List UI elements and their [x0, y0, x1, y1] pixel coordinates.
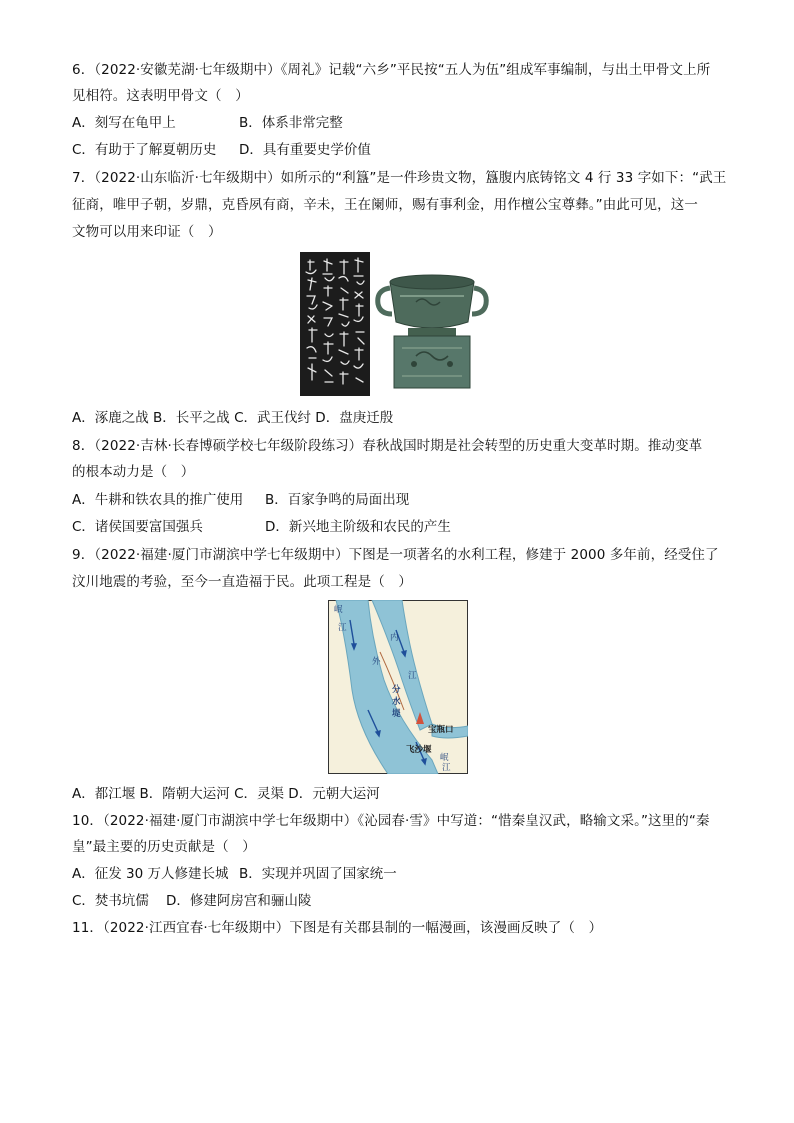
map-label-di: 堤 — [392, 709, 401, 719]
map-label-jiang-inner: 江 — [408, 671, 417, 681]
q8-stem-line2: 的根本动力是（ ） — [72, 464, 195, 480]
q7-stem-line3: 文物可以用来印证（ ） — [72, 224, 222, 240]
q6-option-a: A．刻写在龟甲上 — [72, 115, 176, 131]
q11-stem-line1: 11．（2022·江西宜春·七年级期中）下图是有关郡县制的一幅漫画，该漫画反映了（ ） — [72, 920, 603, 936]
q7-stem-line1: 7．（2022·山东临沂·七年级期中）如所示的“利簋”是一件珍贵文物，簋腹内底铸铭文 4 行 33 字如下：“武王 — [72, 170, 727, 186]
li-gui-inscription-rubbing — [300, 252, 370, 396]
q10-stem-line1: 10．（2022·福建·厦门市湖滨中学七年级期中）《沁园春·雪》中写道：“惜秦皇汉武，略输文采。”这里的“秦 — [72, 813, 710, 829]
q8-option-d: D．新兴地主阶级和农民的产生 — [265, 519, 451, 535]
q6-option-d: D．具有重要史学价值 — [239, 142, 371, 158]
map-label-baopingkou: 宝瓶口 — [428, 725, 454, 735]
q10-option-b: B．实现并巩固了国家统一 — [239, 866, 397, 882]
q10-option-a: A．征发 30 万人修建长城 — [72, 866, 229, 882]
q9-options: A．都江堰 B．隋朝大运河 C．灵渠 D．元朝大运河 — [72, 786, 380, 802]
li-gui-bronze-vessel-image — [372, 252, 492, 396]
map-label-shui: 水 — [392, 697, 401, 707]
map-label-fen: 分 — [392, 685, 401, 695]
q10-stem-line2: 皇”最主要的历史贡献是（ ） — [72, 839, 256, 855]
q10-option-d: D．修建阿房宫和骊山陵 — [166, 893, 312, 909]
q8-stem-line1: 8．（2022·吉林·长春博硕学校七年级阶段练习）春秋战国时期是社会转型的历史重大变革时期。推动变革 — [72, 438, 703, 454]
q6-option-c: C．有助于了解夏朝历史 — [72, 142, 217, 158]
q7-options: A．涿鹿之战 B．长平之战 C．武王伐纣 D．盘庚迁殷 — [72, 410, 394, 426]
q6-option-b: B．体系非常完整 — [239, 115, 343, 131]
q8-option-b: B．百家争鸣的局面出现 — [265, 492, 410, 508]
q8-option-c: C．诸侯国要富国强兵 — [72, 519, 203, 535]
map-label-wai: 外 — [372, 657, 381, 667]
map-label-min-bottom: 岷 — [440, 753, 449, 763]
map-label-nei: 内 — [390, 633, 399, 643]
q10-option-c: C．焚书坑儒 — [72, 893, 149, 909]
map-label-jiang-bottom: 江 — [442, 763, 451, 773]
map-label-jiang-top: 江 — [338, 623, 347, 633]
dujiangyan-map — [328, 600, 468, 774]
q9-stem-line2: 汶川地震的考验，至今一直造福于民。此项工程是（ ） — [72, 574, 412, 590]
map-label-feishayan: 飞沙堰 — [406, 745, 432, 755]
map-label-min-top: 岷 — [334, 605, 343, 615]
q6-stem-line1: 6．（2022·安徽芜湖·七年级期中）《周礼》记载“六乡”平民按“五人为伍”组成军事编制，与出土甲骨文上所 — [72, 62, 711, 78]
q9-stem-line1: 9．（2022·福建·厦门市湖滨中学七年级期中）下图是一项著名的水利工程，修建于 2000 多年前，经受住了 — [72, 547, 719, 563]
q7-stem-line2: 征商，唯甲子朝，岁鼎，克昏夙有商，辛未，王在阑师，赐有事利金，用作檀公宝尊彝。”由此可见，这一 — [72, 197, 698, 213]
q6-stem-line2: 见相符。这表明甲骨文（ ） — [72, 88, 249, 104]
q8-option-a: A．牛耕和铁农具的推广使用 — [72, 492, 244, 508]
